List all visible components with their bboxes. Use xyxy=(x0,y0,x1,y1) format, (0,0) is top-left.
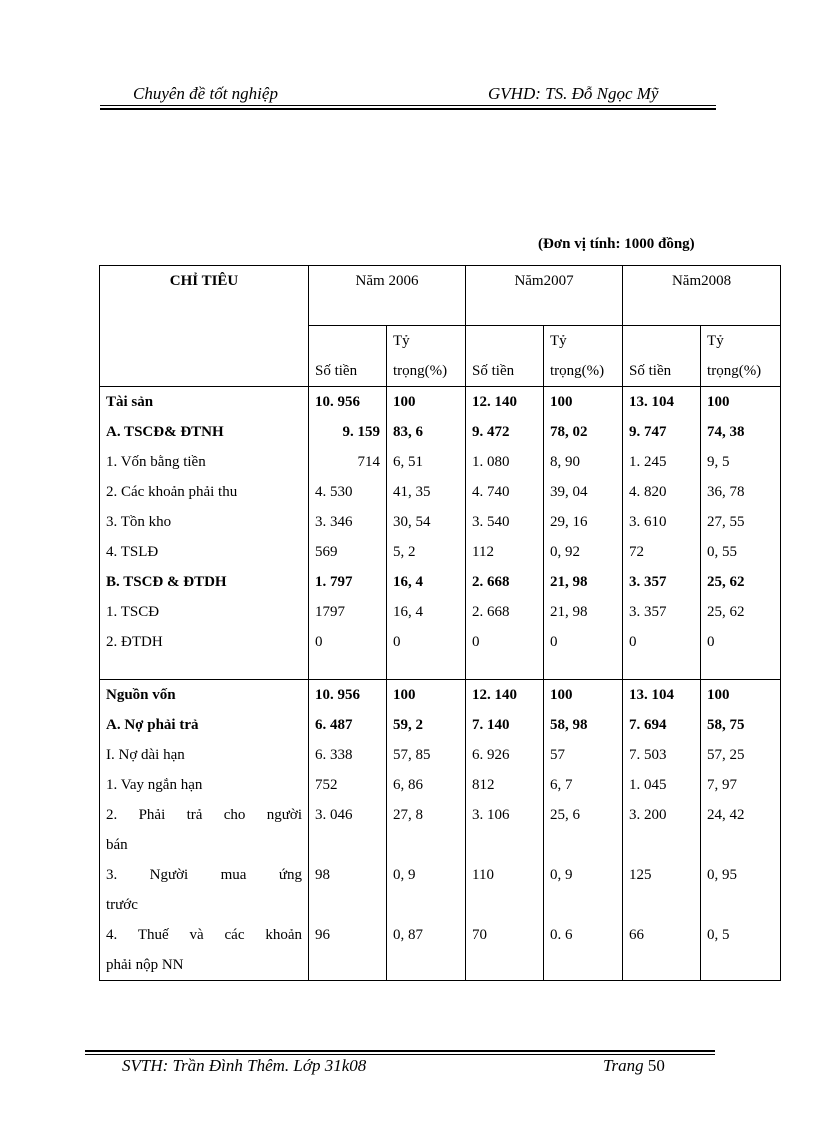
footer-divider xyxy=(85,1054,715,1055)
table-cell: 30, 54 xyxy=(387,507,466,537)
table-cell xyxy=(623,657,701,680)
table-cell: 0 xyxy=(544,627,623,657)
table-cell: 66 xyxy=(623,920,701,981)
table-cell: 58, 75 xyxy=(701,710,781,740)
row-label-cell: B. TSCĐ & ĐTDH xyxy=(100,567,309,597)
table-cell: 25, 62 xyxy=(701,597,781,627)
table-cell: 6, 86 xyxy=(387,770,466,800)
header-divider-thick xyxy=(100,108,716,110)
row-label-cell xyxy=(100,657,309,680)
header-right-supervisor: GVHD: TS. Đỗ Ngọc Mỹ xyxy=(488,84,659,103)
table-cell: 3. 346 xyxy=(309,507,387,537)
table-cell: 12. 140 xyxy=(466,387,544,418)
table-cell: 2. 668 xyxy=(466,567,544,597)
row-label-cell: 1. TSCĐ xyxy=(100,597,309,627)
table-cell: 569 xyxy=(309,537,387,567)
table-cell: 112 xyxy=(466,537,544,567)
table-cell xyxy=(309,657,387,680)
table-cell: 27, 8 xyxy=(387,800,466,860)
footer-page-label: Trang xyxy=(603,1056,644,1075)
header-divider xyxy=(100,105,716,106)
amount-header: Số tiền xyxy=(466,326,544,387)
table-cell: 100 xyxy=(387,680,466,711)
table-cell: 9. 472 xyxy=(466,417,544,447)
table-cell xyxy=(387,657,466,680)
table-cell: 100 xyxy=(544,387,623,418)
table-cell: 41, 35 xyxy=(387,477,466,507)
table-cell xyxy=(701,657,781,680)
table-cell: 0. 6 xyxy=(544,920,623,981)
table-cell: 125 xyxy=(623,860,701,920)
table-cell: 4. 530 xyxy=(309,477,387,507)
table-cell: 25, 62 xyxy=(701,567,781,597)
row-label-cell: 4. TSLĐ xyxy=(100,537,309,567)
row-label-cell: Tài sản xyxy=(100,387,309,418)
table-cell: 29, 16 xyxy=(544,507,623,537)
table-cell: 16, 4 xyxy=(387,597,466,627)
table-cell: 70 xyxy=(466,920,544,981)
table-cell: 9, 5 xyxy=(701,447,781,477)
table-cell: 27, 55 xyxy=(701,507,781,537)
table-cell: 72 xyxy=(623,537,701,567)
table-cell: 25, 6 xyxy=(544,800,623,860)
table-cell: 0 xyxy=(623,627,701,657)
table-row xyxy=(100,770,781,800)
row-label-cell: A. Nợ phải trả xyxy=(100,710,309,740)
table-row xyxy=(100,627,781,657)
share-header: Tỷ trọng(%) xyxy=(701,326,781,387)
year-header-2007: Năm2007 xyxy=(466,266,623,326)
table-cell: 100 xyxy=(387,387,466,418)
table-cell: 39, 04 xyxy=(544,477,623,507)
balance-table xyxy=(99,265,781,981)
indicator-header: CHỈ TIÊU xyxy=(100,266,309,387)
table-row xyxy=(100,477,781,507)
table-cell: 0, 5 xyxy=(701,920,781,981)
table-cell: 1797 xyxy=(309,597,387,627)
table-cell: 7. 694 xyxy=(623,710,701,740)
table-cell: 12. 140 xyxy=(466,680,544,711)
year-header-2006: Năm 2006 xyxy=(309,266,466,326)
table-spacer-row xyxy=(100,657,781,680)
table-cell: 13. 104 xyxy=(623,680,701,711)
table-cell: 21, 98 xyxy=(544,567,623,597)
table-cell: 10. 956 xyxy=(309,680,387,711)
table-cell: 57, 85 xyxy=(387,740,466,770)
table-cell: 714 xyxy=(309,447,387,477)
share-header: Tỷ trọng(%) xyxy=(544,326,623,387)
table-cell: 3. 610 xyxy=(623,507,701,537)
table-cell: 6. 487 xyxy=(309,710,387,740)
table-cell: 74, 38 xyxy=(701,417,781,447)
table-cell: 6. 926 xyxy=(466,740,544,770)
table-cell: 3. 540 xyxy=(466,507,544,537)
row-label-cell: 1. Vay ngắn hạn xyxy=(100,770,309,800)
table-cell: 1. 045 xyxy=(623,770,701,800)
table-cell: 0 xyxy=(466,627,544,657)
table-row xyxy=(100,567,781,597)
table-cell: 9. 747 xyxy=(623,417,701,447)
table-cell: 4. 740 xyxy=(466,477,544,507)
table-cell: 96 xyxy=(309,920,387,981)
table-cell: 2. 668 xyxy=(466,597,544,627)
footer-page-number: 50 xyxy=(647,1056,665,1075)
amount-header: Số tiền xyxy=(309,326,387,387)
table-cell: 83, 6 xyxy=(387,417,466,447)
table-cell: 6. 338 xyxy=(309,740,387,770)
table-cell xyxy=(544,657,623,680)
table-cell: 21, 98 xyxy=(544,597,623,627)
table-row xyxy=(100,537,781,567)
table-cell: 0 xyxy=(309,627,387,657)
table-cell: 6, 51 xyxy=(387,447,466,477)
table-cell: 59, 2 xyxy=(387,710,466,740)
share-header: Tỷ trọng(%) xyxy=(387,326,466,387)
table-cell: 7. 140 xyxy=(466,710,544,740)
table-cell: 0, 55 xyxy=(701,537,781,567)
table-cell: 4. 820 xyxy=(623,477,701,507)
table-row xyxy=(100,680,781,711)
table-row xyxy=(100,417,781,447)
table-cell: 0, 95 xyxy=(701,860,781,920)
table-cell: 3. 200 xyxy=(623,800,701,860)
table-row xyxy=(100,860,781,920)
table-cell: 1. 080 xyxy=(466,447,544,477)
table-row xyxy=(100,387,781,418)
table-cell: 3. 106 xyxy=(466,800,544,860)
table-cell: 57, 25 xyxy=(701,740,781,770)
table-cell: 5, 2 xyxy=(387,537,466,567)
table-cell: 0, 9 xyxy=(544,860,623,920)
table-cell: 1. 797 xyxy=(309,567,387,597)
table-cell: 0 xyxy=(387,627,466,657)
header-left-title: Chuyên đề tốt nghiệp xyxy=(133,84,278,103)
table-row xyxy=(100,800,781,860)
table-row xyxy=(100,507,781,537)
table-cell: 98 xyxy=(309,860,387,920)
row-label-cell: 4. Thuế và các khoản phải nộp NN xyxy=(100,920,309,981)
amount-header: Số tiền xyxy=(623,326,701,387)
table-cell: 7, 97 xyxy=(701,770,781,800)
table-cell: 110 xyxy=(466,860,544,920)
footer-page xyxy=(603,1056,665,1076)
row-label-cell: 3. Người mua ứng trước xyxy=(100,860,309,920)
table-cell: 9. 159 xyxy=(309,417,387,447)
row-label-cell: Nguồn vốn xyxy=(100,680,309,711)
table-cell: 24, 42 xyxy=(701,800,781,860)
table-cell: 100 xyxy=(701,680,781,711)
row-label-cell: 3. Tồn kho xyxy=(100,507,309,537)
table-cell: 7. 503 xyxy=(623,740,701,770)
year-header-2008: Năm2008 xyxy=(623,266,781,326)
table-cell: 36, 78 xyxy=(701,477,781,507)
row-label-cell: 1. Vốn bằng tiền xyxy=(100,447,309,477)
table-cell: 0, 9 xyxy=(387,860,466,920)
row-label-cell: 2. Phải trả cho người bán xyxy=(100,800,309,860)
table-cell: 100 xyxy=(701,387,781,418)
table-cell: 0, 87 xyxy=(387,920,466,981)
table-cell: 57 xyxy=(544,740,623,770)
table-cell: 3. 357 xyxy=(623,567,701,597)
table-cell: 78, 02 xyxy=(544,417,623,447)
table-cell: 0, 92 xyxy=(544,537,623,567)
row-label-cell: 2. ĐTDH xyxy=(100,627,309,657)
table-cell: 812 xyxy=(466,770,544,800)
table-cell: 58, 98 xyxy=(544,710,623,740)
table-cell: 10. 956 xyxy=(309,387,387,418)
table-cell: 1. 245 xyxy=(623,447,701,477)
footer-student: SVTH: Trần Đình Thêm. Lớp 31k08 xyxy=(122,1056,367,1075)
footer-divider-thick xyxy=(85,1050,715,1052)
table-row xyxy=(100,447,781,477)
table-cell: 8, 90 xyxy=(544,447,623,477)
table-cell: 13. 104 xyxy=(623,387,701,418)
table-cell: 0 xyxy=(701,627,781,657)
table-cell xyxy=(466,657,544,680)
table-row xyxy=(100,740,781,770)
row-label-cell: A. TSCĐ& ĐTNH xyxy=(100,417,309,447)
table-row xyxy=(100,597,781,627)
table-cell: 16, 4 xyxy=(387,567,466,597)
table-row xyxy=(100,920,781,981)
row-label-cell: I. Nợ dài hạn xyxy=(100,740,309,770)
table-cell: 100 xyxy=(544,680,623,711)
table-cell: 3. 357 xyxy=(623,597,701,627)
table-cell: 3. 046 xyxy=(309,800,387,860)
table-cell: 6, 7 xyxy=(544,770,623,800)
unit-note: (Đơn vị tính: 1000 đồng) xyxy=(538,236,695,252)
table-cell: 752 xyxy=(309,770,387,800)
row-label-cell: 2. Các khoản phải thu xyxy=(100,477,309,507)
table-row xyxy=(100,710,781,740)
